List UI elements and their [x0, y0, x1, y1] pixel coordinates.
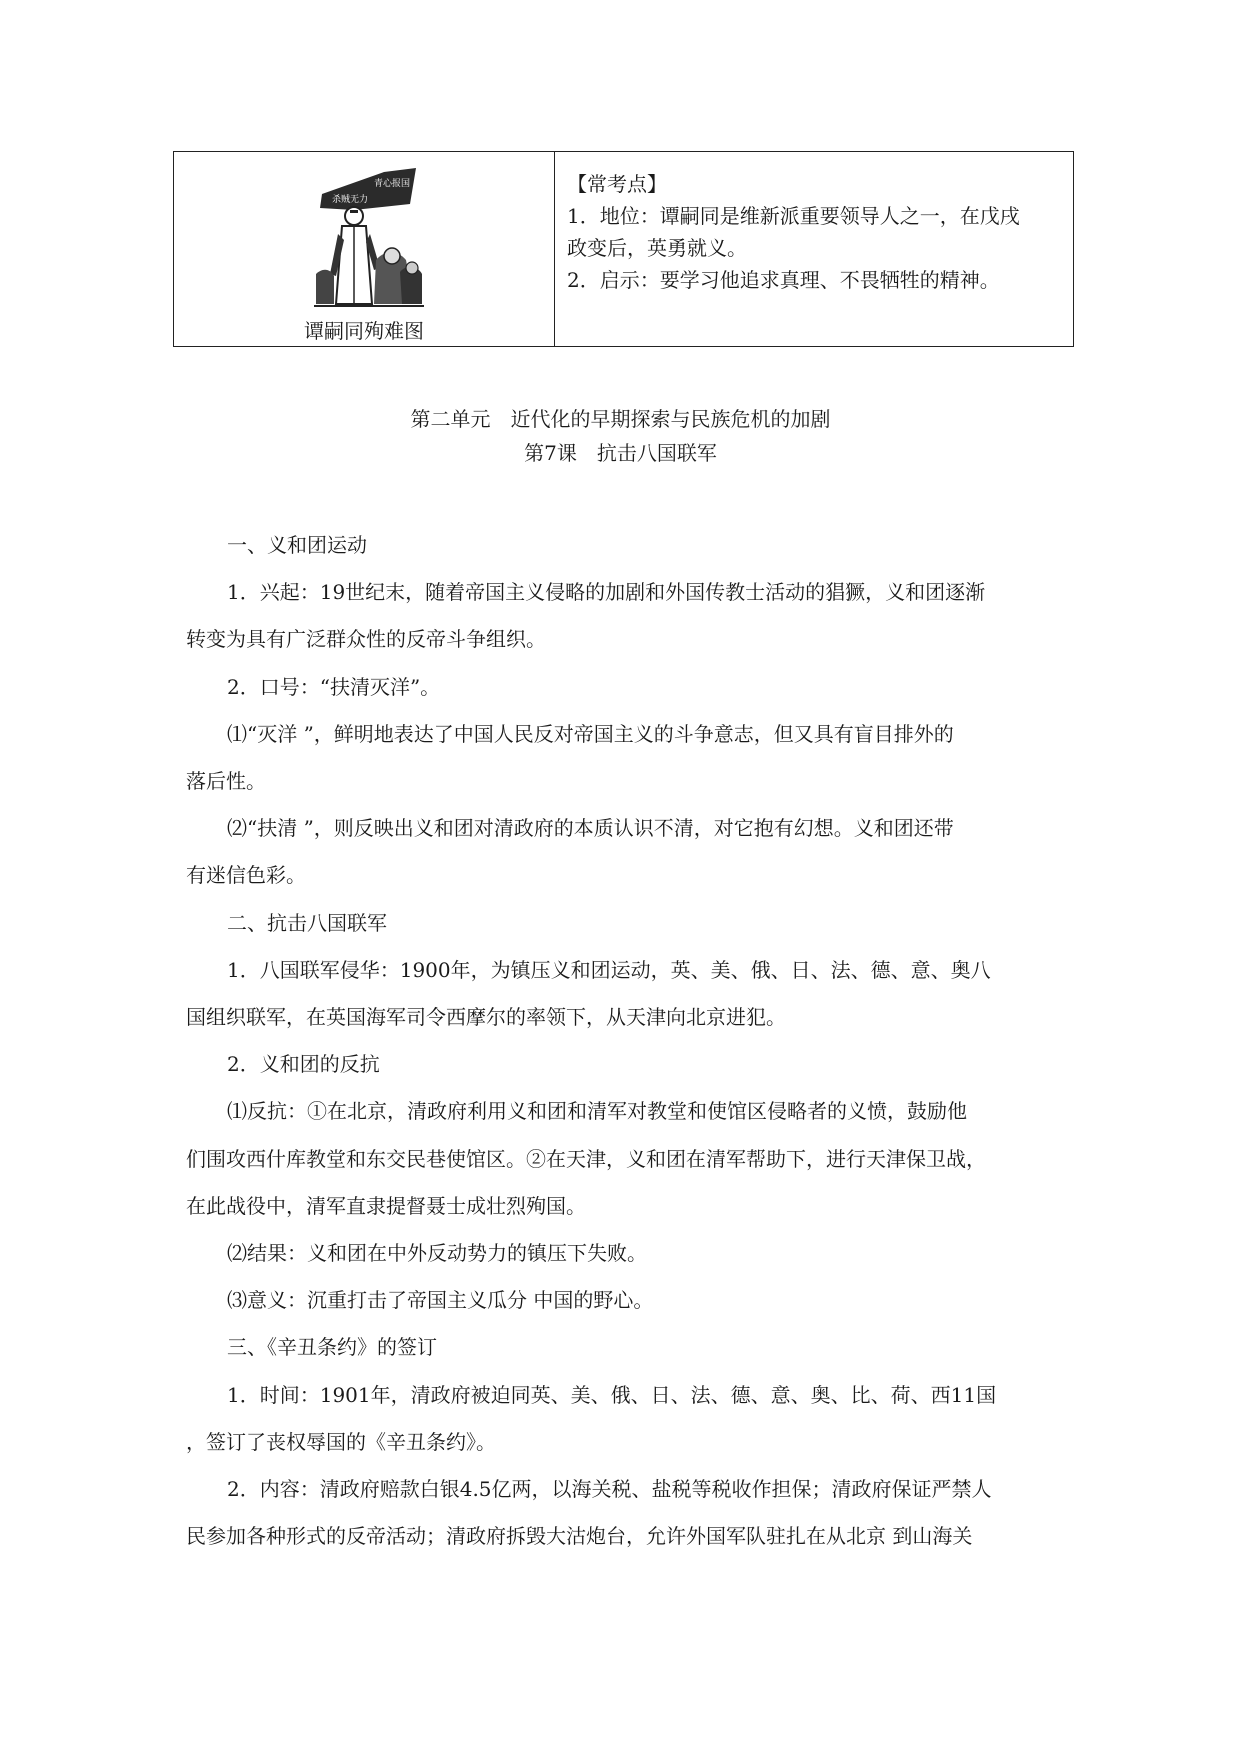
paragraph-line: ，签订了丧权辱国的《辛丑条约》。	[186, 1429, 496, 1454]
unit-title: 第二单元 近代化的早期探索与民族危机的加剧	[410, 407, 831, 431]
key-points-cell	[555, 152, 1073, 346]
key-point-line: 2．启示：要学习他追求真理、不畏牺牲的精神。	[567, 268, 1000, 292]
paragraph-line: 民参加各种形式的反帝活动；清政府拆毁大沽炮台，允许外国军队驻扎在从北京 到山海关	[186, 1524, 973, 1549]
paragraph-line: ⑶意义：沉重打击了帝国主义瓜分 中国的野心。	[227, 1288, 654, 1313]
paragraph-line: 转变为具有广泛群众性的反帝斗争组织。	[186, 627, 546, 652]
paragraph-line: ⑴“灭洋 ”，鲜明地表达了中国人民反对帝国主义的斗争意志，但又具有盲目排外的	[227, 721, 954, 746]
paragraph-line: 落后性。	[186, 769, 266, 794]
svg-text:杀贼无力: 杀贼无力	[332, 195, 369, 205]
key-point-line: 1．地位：谭嗣同是维新派重要领导人之一，在戊戌	[567, 204, 1020, 228]
lesson-content	[186, 522, 1066, 1560]
tan-sitong-illustration	[314, 164, 424, 312]
paragraph-line: 在此战役中，清军直隶提督聂士成壮烈殉国。	[186, 1193, 586, 1218]
paragraph-line: 2．口号：“扶清灭洋”。	[227, 674, 441, 699]
paragraph-line: 1．时间：1901年，清政府被迫同英、美、俄、日、法、德、意、奥、比、荷、西11国	[227, 1382, 997, 1407]
paragraph-line: 1．兴起：19世纪末，随着帝国主义侵略的加剧和外国传教士活动的猖獗，义和团逐渐	[227, 580, 986, 605]
paragraph-line: 2．内容：清政府赔款白银4.5亿两，以海关税、盐税等税收作担保；清政府保证严禁人	[227, 1477, 992, 1502]
section-heading: 一、义和团运动	[227, 533, 367, 557]
paragraph-line: ⑵结果：义和团在中外反动势力的镇压下失败。	[227, 1241, 647, 1266]
key-points-heading: 【常考点】	[567, 172, 667, 196]
section-heading: 二、抗击八国联军	[227, 910, 387, 935]
paragraph-line: ⑴反抗：①在北京，清政府利用义和团和清军对教堂和使馆区侵略者的义愤，鼓励他	[227, 1099, 967, 1124]
svg-text:青心报国: 青心报国	[374, 179, 411, 189]
knowledge-box	[173, 151, 1074, 347]
paragraph-line: 1．八国联军侵华：1900年，为镇压义和团运动，英、美、俄、日、法、德、意、奥八	[227, 957, 991, 982]
paragraph-line: 们围攻西什库教堂和东交民巷使馆区。②在天津，义和团在清军帮助下，进行天津保卫战，	[186, 1146, 986, 1171]
paragraph-line: 国组织联军，在英国海军司令西摩尔的率领下，从天津向北京进犯。	[186, 1005, 786, 1030]
paragraph-line: 有迷信色彩。	[186, 863, 306, 888]
lesson-title: 第7课 抗击八国联军	[524, 441, 717, 465]
section-heading: 三、《辛丑条约》的签订	[227, 1335, 437, 1360]
paragraph-line: ⑵“扶清 ”，则反映出义和团对清政府的本质认识不清，对它抱有幻想。义和团还带	[227, 816, 954, 841]
illustration-cell	[174, 152, 555, 346]
illustration-caption: 谭嗣同殉难图	[304, 319, 424, 343]
key-point-line: 政变后，英勇就义。	[567, 236, 747, 260]
paragraph-line: 2．义和团的反抗	[227, 1052, 380, 1077]
